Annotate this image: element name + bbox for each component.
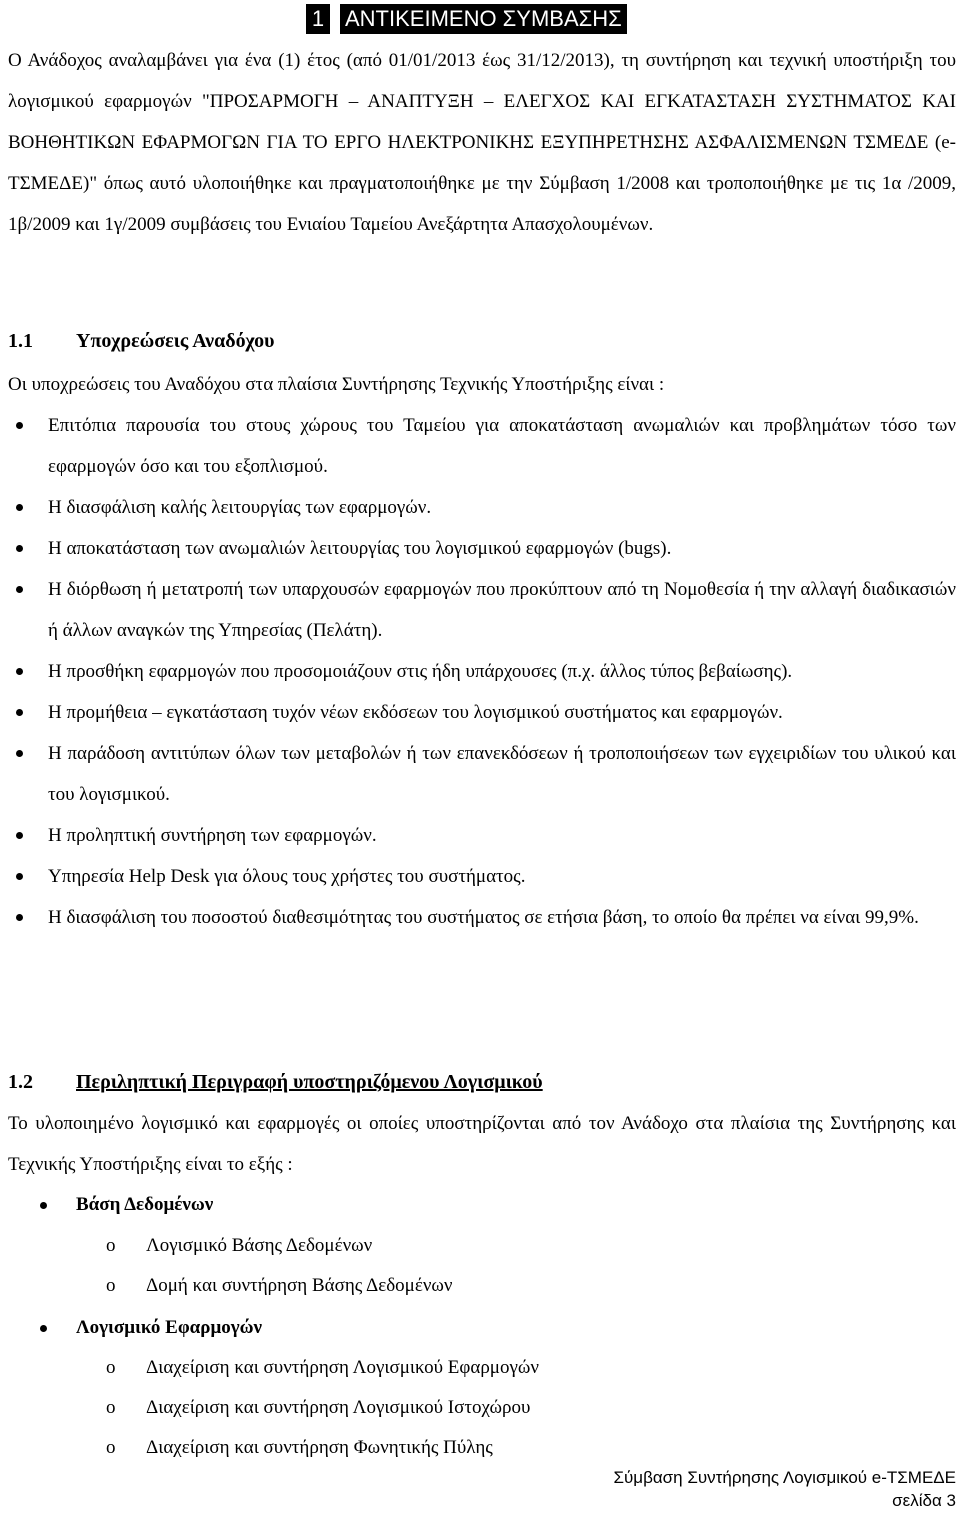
circle-bullet-icon: o — [106, 1437, 116, 1458]
list-item-text: Η διασφάλιση καλής λειτουργίας των εφαρμογών. — [48, 497, 432, 518]
section-1-1-number: 1.1 — [8, 330, 33, 352]
list-item-text: Η διασφάλιση του ποσοστού διαθεσιμότητας του συστήματος σε ετήσια βάση, το οποίο θα πρέπει να είναι 99,9%. — [48, 907, 919, 928]
section-1-1-heading — [8, 326, 274, 356]
list-item-text: Η προμήθεια – εγκατάσταση τυχόν νέων εκδόσεων του λογισμικού συστήματος και εφαρμογών. — [48, 702, 783, 723]
sub-list-item-text: Διαχείριση και συντήρηση Φωνητικής Πύλης — [146, 1437, 493, 1458]
bullet-icon — [16, 709, 23, 716]
sub-list-item-text: Δομή και συντήρηση Βάσης Δεδομένων — [146, 1275, 453, 1296]
group-label: Βάση Δεδομένων — [76, 1194, 214, 1215]
section-1-2-lead: Το υλοποιημένο λογισμικό και εφαρμογές οι οποίες υποστηρίζονται από τον Ανάδοχο στα πλαίσια της Συντήρησης και Τεχνικής Υποστήριξης είναι το εξής : — [8, 1113, 956, 1175]
bullet-icon — [16, 832, 23, 839]
list-item — [0, 651, 960, 692]
bullet-icon — [16, 545, 23, 552]
list-item — [0, 569, 960, 651]
list-item — [0, 815, 960, 856]
section-1-2-title: Περιληπτική Περιγραφή υποστηριζόμενου Λογισμικού — [76, 1071, 543, 1093]
sub-list-item — [106, 1433, 493, 1463]
footer-doc-title: Σύμβαση Συντήρησης Λογισμικού e-ΤΣΜΕΔΕ — [613, 1468, 956, 1487]
list-item — [0, 487, 960, 528]
sub-list-item-text: Λογισμικό Βάσης Δεδομένων — [146, 1235, 373, 1256]
list-item-text: Υπηρεσία Help Desk για όλους τους χρήστες του συστήματος. — [48, 866, 526, 887]
circle-bullet-icon: o — [106, 1357, 116, 1378]
section-1-1-lead: Οι υποχρεώσεις του Αναδόχου στα πλαίσια Συντήρησης Τεχνικής Υποστήριξης είναι : — [8, 374, 665, 395]
bullet-icon — [16, 504, 23, 511]
list-item-text: Επιτόπια παρουσία του στους χώρους του Ταμείου για αποκατάσταση ανωμαλιών και προβλημάτων τόσο των εφαρμογών όσο και του εξοπλισμού. — [48, 415, 956, 477]
list-item — [0, 405, 960, 487]
circle-bullet-icon: o — [106, 1397, 116, 1418]
section-1-2-number: 1.2 — [8, 1071, 33, 1093]
intro-paragraph: Ο Ανάδοχος αναλαμβάνει για ένα (1) έτος (από 01/01/2013 έως 31/12/2013), τη συντήρηση και τεχνική υποστήριξη του λογισμικού εφαρμογών "ΠΡΟΣΑΡΜΟΓΗ – ΑΝΑΠΤΥΞΗ – ΕΛΕΓΧΟΣ ΚΑΙ ΕΓΚΑΤΑΣΤΑΣΗ ΣΥΣΤΗΜΑΤΟΣ ΚΑΙ ΒΟΗΘΗΤΙΚΩΝ ΕΦΑΡΜΟΓΩΝ ΓΙΑ ΤΟ ΕΡΓΟ ΗΛΕΚΤΡΟΝΙΚΗΣ ΕΞΥΠΗΡΕΤΗΣΗΣ ΑΣΦΑΛΙΣΜΕΝΩΝ ΤΣΜΕΔΕ (e-ΤΣΜΕΔΕ)" όπως αυτό υλοποιήθηκε και πραγματοποιήθηκε με την Σύμβαση 1/2008 και τροποποιήθηκε με τις 1α /2009, 1β/2009 και 1γ/2009 συμβάσεις του Ενιαίου Ταμείου Ανεξάρτητα Απασχολουμένων. — [8, 50, 956, 235]
list-item-text: Η παράδοση αντιτύπων όλων των μεταβολών ή των επανεκδόσεων ή τροποποιήσεων των εγχειριδίων του υλικού και του λογισμικού. — [48, 743, 956, 805]
page-footer — [613, 1466, 956, 1512]
bullet-icon — [16, 586, 23, 593]
section-1-2-heading — [8, 1067, 543, 1097]
list-item — [0, 692, 960, 733]
bullet-icon — [40, 1202, 47, 1209]
bullet-icon — [16, 422, 23, 429]
list-item-text: Η αποκατάσταση των ανωμαλιών λειτουργίας του λογισμικού εφαρμογών (bugs). — [48, 538, 672, 559]
list-item-text: Η προληπτική συντήρηση των εφαρμογών. — [48, 825, 377, 846]
list-item-text: Η διόρθωση ή μετατροπή των υπαρχουσών εφαρμογών που προκύπτουν από τη Νομοθεσία ή την αλλαγή διαδικασιών ή άλλων αναγκών της Υπηρεσίας (Πελάτη). — [48, 579, 956, 641]
section-1-title: ΑΝΤΙΚΕΙΜΕΝΟ ΣΥΜΒΑΣΗΣ — [340, 4, 627, 34]
obligations-list — [0, 405, 960, 938]
list-item — [0, 897, 960, 938]
section-1-heading — [306, 4, 627, 34]
section-1-number: 1 — [306, 4, 330, 34]
bullet-icon — [16, 750, 23, 757]
sub-list-item-text: Διαχείριση και συντήρηση Λογισμικού Ιστοχώρου — [146, 1397, 531, 1418]
list-item — [0, 733, 960, 815]
circle-bullet-icon: o — [106, 1275, 116, 1296]
bullet-icon — [16, 914, 23, 921]
group-label: Λογισμικό Εφαρμογών — [76, 1317, 262, 1338]
list-item-text: Η προσθήκη εφαρμογών που προσομοιάζουν στις ήδη υπάρχουσες (π.χ. άλλος τύπος βεβαίωσης). — [48, 661, 793, 682]
sub-list-item-text: Διαχείριση και συντήρηση Λογισμικού Εφαρμογών — [146, 1357, 539, 1378]
bullet-icon — [16, 873, 23, 880]
sub-list-item — [106, 1271, 453, 1301]
sub-list-item — [106, 1353, 539, 1383]
section-1-1-title: Υποχρεώσεις Αναδόχου — [76, 330, 275, 352]
circle-bullet-icon: o — [106, 1235, 116, 1256]
list-item — [0, 856, 960, 897]
bullet-icon — [16, 668, 23, 675]
sub-list-item — [106, 1393, 530, 1423]
footer-page-number: σελίδα 3 — [892, 1491, 956, 1510]
list-item — [0, 528, 960, 569]
sub-list-item — [106, 1231, 372, 1261]
bullet-icon — [40, 1325, 47, 1332]
